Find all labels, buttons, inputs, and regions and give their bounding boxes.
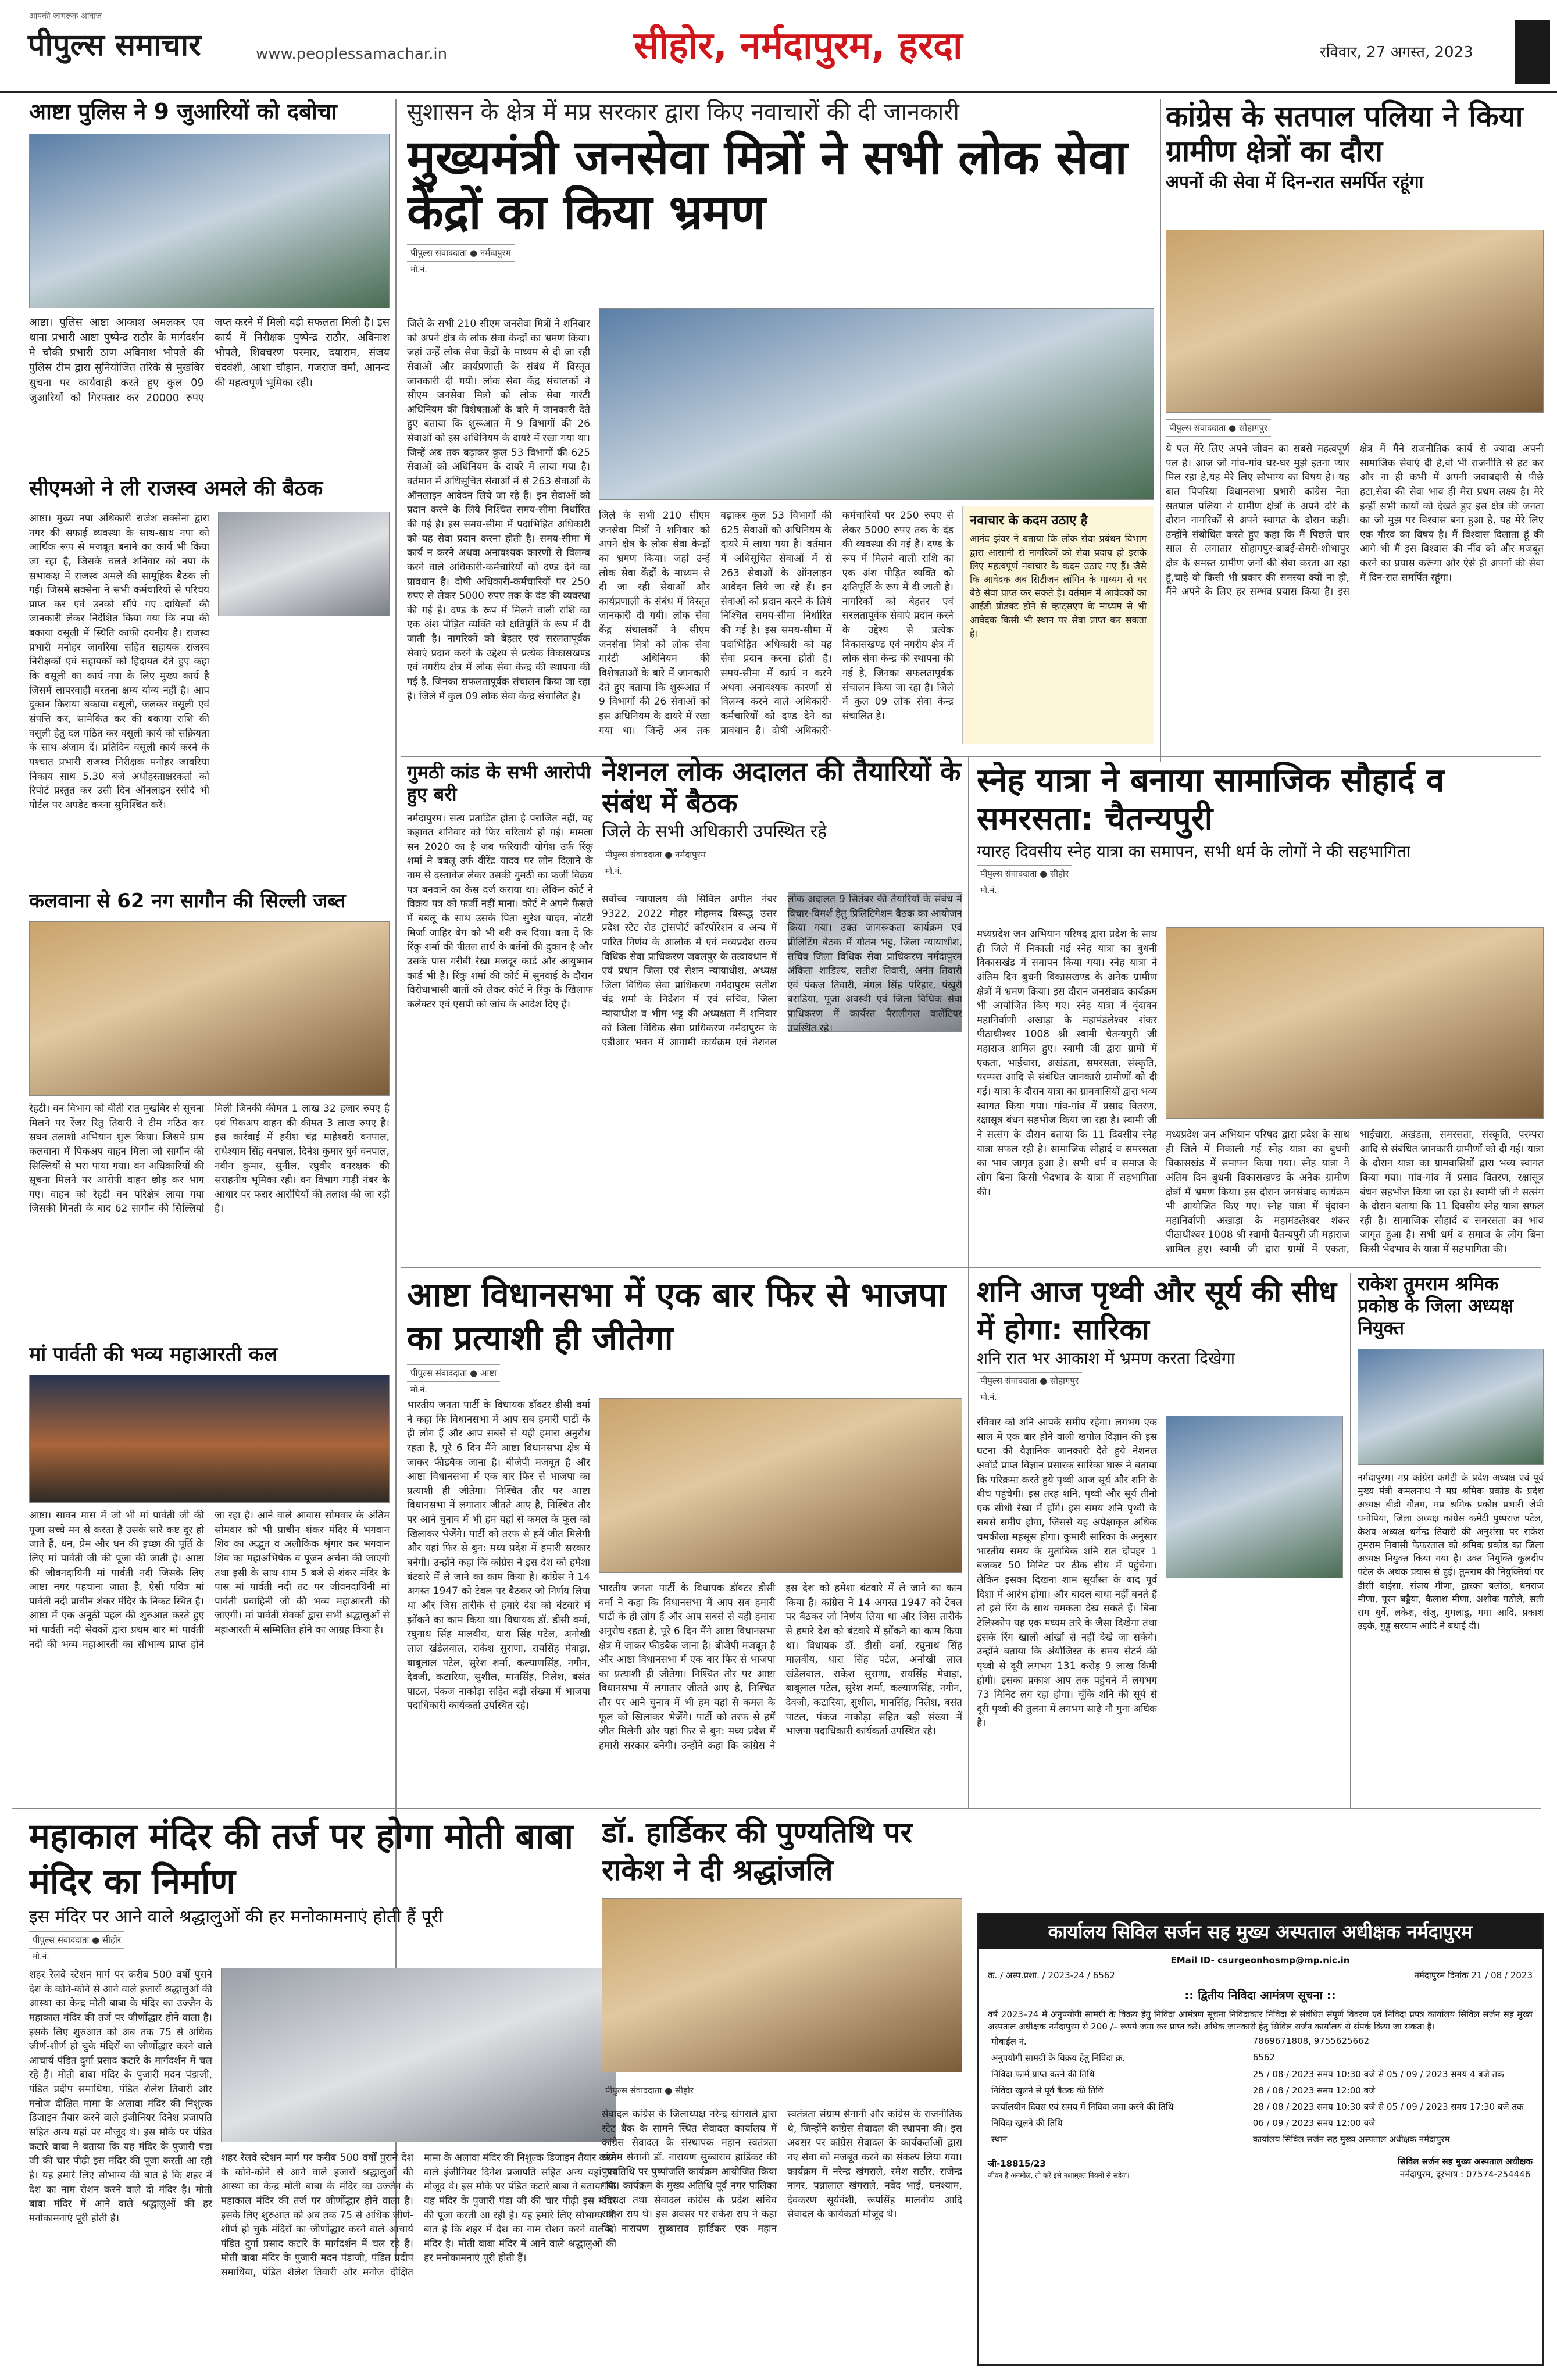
article-moti-baba-mandir: [29, 1814, 616, 2366]
notice-row: [988, 2082, 1533, 2099]
column-rule: [1350, 1273, 1351, 1808]
photo-jansewa-mitras: [599, 308, 1154, 500]
headline: महाकाल मंदिर की तर्ज पर होगा मोती बाबा मंदिर का निर्माण: [29, 1816, 574, 1902]
notice-row-value: 28 / 08 / 2023 समय 12:00 बजे: [1252, 2085, 1376, 2096]
headline: स्नेह यात्रा ने बनाया सामाजिक सौहार्द व समरसता: चैतन्यपुरी: [977, 762, 1445, 838]
headline: कांग्रेस के सतपाल पलिया ने किया ग्रामीण क्षेत्रों का दौरा: [1166, 99, 1523, 168]
notice-row: [988, 2115, 1533, 2131]
article-body-col1: जिले के सभी 210 सीएम जनसेवा मित्रों ने शनिवार को अपने क्षेत्र के लोक सेवा केन्द्रों का भ्रमण किया। जहां उन्हें लोक सेवा केंद्रों के माध्यम से दी जा रही सेवाओं और कार्यप्रणाली के संबंध में विस्तृत जानकारी दी गयी। लोक सेवा केंद्र संचालकों ने सीएम जनसेवा मित्रो को लोक सेवा गारंटी अधिनियम की विशेषताओं के बारे में जानकारी देते हुए बताया कि शुरूआत में 9 विभागों की 26 सेवाओं को इस अधिनियम के दायरे में रखा गया था। जिन्हें अब तक बढ़ाकर कुल 53 विभागों की 625 सेवाओं को अधिनियम के दायरे में लाया गया है। वर्तमान में अधिसूचित सेवाओं में से 263 सेवाओं के ऑनलाइन आवेदन लिये जा रहे हैं। इन सेवाओं को प्रदान करने के लिये निश्चित समय-सीमा निर्धारित की गई है। इस समय-सीमा में पदाभिहित अधिकारी को यह सेवा प्रदान करना होती है। समय-सीमा में कार्य न करने अथवा अनावश्यक कारणों से विलम्ब करने वाले अधिकारी-कर्मचारियों को दण्ड देने का प्रावधान है। दोषी अधिकारी-कर्मचारियों पर 250 रुपए से लेकर 5000 रुपए तक के दंड की व्यवस्था की गई है। दण्ड के रूप में मिलने वाली राशि का एक अंश पीड़ित व्यक्ति को क्षतिपूर्ति के रूप में दी जाती है। नागरिकों को बेहतर एवं सरलतापूर्वक सेवाएं प्रदान करने के उद्देश्य से प्रत्येक विकासखण्ड एवं नगरीय क्षेत्र में लोक सेवा केन्द्र की स्थापना की गई है, जिनका सफलतापूर्वक संचालन किया जा रहा है। जिले में कुल 09 लोक सेवा केन्द्र संचालित है।: [407, 318, 590, 702]
article-body: भारतीय जनता पार्टी के विधायक डॉक्टर डीसी वर्मा ने कहा कि विधानसभा में आप सब हमारी पार्टी के ही लोग हैं और आप सबसे से यही हमारा अनुरोध रहता है, पूरे 6 दिन मैंने आष्टा विधानसभा क्षेत्र में जाकर फीडबैक जाना है। बीजेपी मजबूत है और आष्टा विधानसभा में एक बार फिर से भाजपा का प्रत्याशी ही जीतेगा। निश्चित तौर पर आष्टा विधानसभा में लगातार जीतते आए है, निश्चित तौर पर आने चुनाव में भी हम यहां से कमल के फूल को खिलाकर भेजेंगे। पार्टी को तरफ से हमें जीत मिलेगी और यहां फिर से बुन: मध्य प्रदेश में हमारी सरकार बनेगी। उन्होंने कहा कि कांग्रेस ने इस देश को हमेशा बंटवारे में ले जाने का काम किया है। कांग्रेस ने 14 अगस्त 1947 को टेबल पर बैठकर जो निर्णय लिया था और जिस तारीके से हमारे देश को बंटवारे में झोंकने का काम किया था। विधायक डॉ. डीसी वर्मा, रघुनाथ सिंह मालवीय, धारा सिंह पटेल, अनोखी लाल खंडेलवाल, राकेश सुराणा, रायसिंह मेवाड़ा, बाबूलाल पटेल, सुरेश शर्मा, कल्याणसिंह, नगीन, देवजी, कटारिया, सुशील, मानसिंह, निलेश, बसंत पाटल, पंकज नाकोड़ा सहित बड़ी संख्या में भाजपा पदाधिकारी कार्यकर्ता उपस्थित रहे।: [407, 1399, 590, 1712]
article-ashta-police: [29, 99, 390, 471]
headline: गुमठी कांड के सभी आरोपी हुए बरी: [407, 762, 591, 805]
byline: पीपुल्स संवाददाता ● नर्मदापुरम: [407, 244, 515, 262]
article-rakesh-tumram: [1358, 1273, 1544, 1802]
headline: शनि आज पृथ्वी और सूर्य की सीध में होगा: सारिका: [977, 1275, 1337, 1346]
headline: कलवाना से 62 नग सागौन की सिल्ली जब्त: [29, 889, 346, 913]
notice-row-value: 28 / 08 / 2023 समय 10:30 बजे से 05 / 09 / 2023 समय 17:30 बजे तक: [1252, 2102, 1524, 2112]
notice-footer: जीवन है अनमोल, तो करें इसे नशामुक्त नियमों से सहेज़।: [988, 2171, 1130, 2180]
notice-row-label: मोबाईल नं.: [991, 2036, 1027, 2047]
photo-satsang: [1166, 927, 1544, 1119]
byline: पीपुल्स संवाददाता ● नर्मदापुरम: [602, 846, 709, 863]
notice-row-value: 6562: [1252, 2052, 1275, 2063]
photo-police-gamblers: [29, 134, 390, 308]
article-body: आष्टा। पुलिस आष्टा आकाश अमलकर एव थाना प्रभारी आष्टा पुष्पेन्द्र राठौर के मार्गदर्शन मे चौकी प्रभारी ठाण अविनाश भोपले की पुलिस टीम द्वारा सुनियोजित तरिके से मुखबिर सुचना पर कार्यवाही करते हुए कुल 09 जुआरियों को गिरफ्तार कर 20000 रुपए जप्त करने में मिली बड़ी सफलता मिली है। इस कार्य में निरीक्षक पुष्पेन्द्र राठौर, अविनाश भोपले, शिवचरण परमार, दयाराम, संजय चंदवंशी, आशा चौहान, गजराज वर्मा, आनन्द की महत्वपूर्ण भूमिका रही।: [29, 316, 390, 405]
deck: इस मंदिर पर आने वाले श्रद्धालुओं की हर मनोकामनाएं होती हैं पूरी: [29, 1907, 443, 1927]
article-body: रविवार को शनि आपके समीप रहेगा। लगभग एक साल में एक बार होने वाली खगोल विज्ञान की इस घटना की वैज्ञानिक जानकारी देते हुये नेशनल अवॉर्ड प्राप्त विज्ञान प्रसारक सारिका घारू ने बताया कि परिक्रमा करते हुये पृथ्वी आज सूर्य और शनि के बीच पहुंचेगी। इस तरह शनि, पृथ्वी और सूर्य तीनो एक सीधी रेखा में होंगे। इस समय शनि पृथ्वी के सबसे समीप होगा, जिससे यह अपेक्षाकृत अधिक चमकीला महसूस होगा। कुमारी सारिका के अनुसार भारतीय समय के मुताबिक शनि रात दोपहर 1 बजकर 50 मिनिट पर ठीक सीध में पहुंचेगा। लेकिन इसका दिखना शाम सूर्यास्त के बाद पूर्व दिशा में आरंभ होगा। और बादल बाधा नहीं बनते हैं तो इसे रिंग के साथ चमकता देख सकते हैं। बिना टेलिस्कोप यह एक मध्यम तारे के जैसा दिखेगा तथा इसके रिंग खाली आंखों से नहीं देखे जा सकेंगे। उन्होंने बताया कि अंयोजिस्त के समय सेटर्न की पृथ्वी से दूरी लगभग 131 करोड़ 9 लाख किमी होगी। इसका प्रकाश आप तक पहुंचने में लगभग 73 मिनिट लग रहा होगा। चूंकि शनि की सूर्य से दूरी पृथ्वी की तुलना में लगभग साढ़े नौ गुना अधिक है।: [977, 1417, 1157, 1729]
byline: पीपुल्स संवाददाता ● सोहागपुर: [977, 1372, 1082, 1389]
article-body-continued: भारतीय जनता पार्टी के विधायक डॉक्टर डीसी वर्मा ने कहा कि विधानसभा में आप सब हमारी पार्टी के ही लोग हैं और आप सबसे से यही हमारा अनुरोध रहता है, पूरे 6 दिन मैंने आष्टा विधानसभा क्षेत्र में जाकर फीडबैक जाना है। बीजेपी मजबूत है और आष्टा विधानसभा में एक बार फिर से भाजपा का प्रत्याशी ही जीतेगा। निश्चित तौर पर आष्टा विधानसभा में लगातार जीतते आए है, निश्चित तौर पर आने चुनाव में भी हम यहां से कमल के फूल को खिलाकर भेजेंगे। पार्टी को तरफ से हमें जीत मिलेगी और यहां फिर से बुन: मध्य प्रदेश में हमारी सरकार बनेगी। उन्होंने कहा कि कांग्रेस ने इस देश को हमेशा बंटवारे में ले जाने का काम किया है। कांग्रेस ने 14 अगस्त 1947 को टेबल पर बैठकर जो निर्णय लिया था और जिस तारीके से हमारे देश को बंटवारे में झोंकने का काम किया था। विधायक डॉ. डीसी वर्मा, रघुनाथ सिंह मालवीय, धारा सिंह पटेल, अनोखी लाल खंडेलवाल, राकेश सुराणा, रायसिंह मेवाड़ा, बाबूलाल पटेल, सुरेश शर्मा, कल्याणसिंह, नगीन, देवजी, कटारिया, सुशील, मानसिंह, निलेश, बसंत पाटल, पंकज नाकोड़ा सहित बड़ी संख्या में भाजपा पदाधिकारी कार्यकर्ता उपस्थित रहे।: [599, 1582, 962, 1752]
article-body: नर्मदापुरम। मप्र कांग्रेस कमेटी के प्रदेश अध्यक्ष एवं पूर्व मुख्य मंत्री कमलनाथ ने मप्र श्रमिक प्रकोष्ठ के प्रदेश अध्यक्ष बीडी गौतम, मप्र श्रमिक प्रकोष्ठ प्रभारी जेपी धनोपिया, जिला अध्यक्ष कांग्रेस कमेटी पुष्पराज पटेल, केशव अध्यक्ष धर्मेन्द्र तिवारी की अनुशंसा पर राकेश तुमराम निवासी फेफरताल को श्रमिक प्रकोष्ठ का जिला अध्यक्ष नियुक्त किया गया है। उक्त नियुक्ति कुलदीप पटेल के अथक प्रयास से हुई। तुमराम की नियुक्तियां पर डीसी बाईसा, संजय मीणा, द्वारका बलोठा, धनराज मीणा, पूरन बड्डैया, कैलाश मीणा, अशोक गठोले, सती राम धुर्वे, लकेश, संजु, गुमलाडू, ममा आदि, प्रकाश उइके, गुड्डू सरयाम आदि ने बधाई दी।: [1358, 1472, 1544, 1632]
article-lok-adalat: [602, 756, 962, 1262]
byline-mobile: मो.नं.: [980, 1392, 997, 1402]
website-url[interactable]: www.peoplessamachar.in: [256, 45, 448, 63]
notice-heading: :: द्वितीय निविदा आमंत्रण सूचना ::: [1184, 1988, 1336, 2002]
article-body: शहर रेलवे स्टेशन मार्ग पर करीब 500 वर्षों पुराने देश के कोने-कोने से आने वाले हजारों श्रद्धालुओं की आस्था का केन्द्र मोती बाबा के मंदिर का उज्जैन के महाकाल मंदिर की तर्ज पर जीर्णोद्धार होने वाला है। इसके लिए शुरुआत को अब तक 75 से अधिक जीर्ण-शीर्ण हो चुके मंदिरों का जीर्णोद्धार करने वाले आचार्य पंडित दुर्गा प्रसाद कटारे के मार्गदर्शन में चल रहे हैं। मोती बाबा मंदिर के पुजारी मदन पंडाजी, पंडित प्रदीप समाधिया, पंडित शैलेश तिवारी और मनोज दीक्षित मामा के अलावा मंदिर की निशुल्क डिजाइन तैयार करने वाले इंजीनियर दिनेश प्रजापति सहित अन्य यहां पर मौजूद थे। इस मौके पर पंडित कटारे बाबा ने बताया कि यह मंदिर के पुजारी पंडा जी की चार पीढ़ी इस मंदिर की पूजा करती आ रही है। यह हमारे लिए सौभाग्य की बात है कि शहर में देश का नाम रोशन करने वाले दो मंदिर है। मोती बाबा मंदिर में आने वाले श्रद्धालुओं की हर मनोकामनाएं पूरी होती हैं।: [29, 1969, 212, 2224]
tender-notice: [977, 1913, 1544, 2366]
newspaper-logo: पीपुल्स समाचार: [28, 27, 201, 63]
notice-row-label: निविदा फार्म प्राप्त करने की तिथि: [991, 2069, 1095, 2079]
byline-mobile: मो.नं.: [33, 1952, 49, 1961]
notice-row-value: 7869671808, 9755625662: [1252, 2036, 1370, 2046]
article-sneh-yatra: [977, 762, 1544, 1262]
photo-temple: [221, 1968, 616, 2142]
article-ashta-bjp: [407, 1273, 962, 1802]
byline-mobile: मो.नं.: [980, 885, 997, 895]
notice-row: [988, 2099, 1533, 2115]
photo-teak-logs: [29, 921, 390, 1096]
section-rule: [12, 1808, 1541, 1809]
article-body: सेवादल कांग्रेस के जिलाध्यक्ष नरेन्द्र खंगराले द्वारा स्टेट बैंक के सामने स्थित सेवादल कार्यालय में कांग्रेस सेवादल के संस्थापक महान स्वतंत्रता संग्राम सेनानी डॉ. नारायण सुब्बाराव हार्डिकर की पुण्यतिथि पर पुष्पांजलि कार्यक्रम आयोजित किया गया। कार्यक्रम के मुख्य अतिथि पूर्व नगर पालिका अध्यक्ष तथा सेवादल कांग्रेस के प्रदेश सचिव राकेश राय थे। इस अवसर पर राकेश राय ने कहा कि नारायण सुब्बाराव हार्डिकर एक महान स्वतंत्रता संग्राम सेनानी और कांग्रेस के राजनीतिक थे, जिन्होंने कांग्रेस सेवादल की स्थापना की। इस अवसर पर कांग्रेस सेवादल के कार्यकर्ताओं द्वारा नए सेवा को मजबूत करने का संकल्प लिया गया। कार्यक्रम में नरेन्द्र खंगराले, रमेश राठौर, राजेन्द्र नागर, पन्नालाल खंगराले, नवेद भाई, घनश्याम, देवकरण सूर्यवंशी, रूपसिंह मालवीय आदि सेवादल के कार्यकर्ता मौजूद थे।: [602, 2109, 962, 2235]
column-rule: [1160, 99, 1161, 762]
notice-office: कार्यालय सिविल सर्जन सह मुख्य अस्पताल अधीक्षक नर्मदापुरम: [979, 1914, 1542, 1949]
headline: राकेश तुमराम श्रमिक प्रकोष्ठ के जिला अध्यक्ष नियुक्त: [1358, 1273, 1513, 1339]
section-rule: [401, 756, 1541, 757]
article-body-continued: शहर रेलवे स्टेशन मार्ग पर करीब 500 वर्षों पुराने देश के कोने-कोने से आने वाले हजारों श्रद्धालुओं की आस्था का केन्द्र मोती बाबा के मंदिर का उज्जैन के महाकाल मंदिर की तर्ज पर जीर्णोद्धार होने वाला है। इसके लिए शुरुआत को अब तक 75 से अधिक जीर्ण-शीर्ण हो चुके मंदिरों का जीर्णोद्धार करने वाले आचार्य पंडित दुर्गा प्रसाद कटारे के मार्गदर्शन में चल रहे हैं। मोती बाबा मंदिर के पुजारी मदन पंडाजी, पंडित प्रदीप समाधिया, पंडित शैलेश तिवारी और मनोज दीक्षित मामा के अलावा मंदिर की निशुल्क डिजाइन तैयार करने वाले इंजीनियर दिनेश प्रजापति सहित अन्य यहां पर मौजूद थे। इस मौके पर पंडित कटारे बाबा ने बताया कि यह मंदिर के पुजारी पंडा जी की चार पीढ़ी इस मंदिर की पूजा करती आ रही है। यह हमारे लिए सौभाग्य की बात है कि शहर में देश का नाम रोशन करने वाले दो मंदिर है। मोती बाबा मंदिर में आने वाले श्रद्धालुओं की हर मनोकामनाएं पूरी होती हैं।: [221, 2152, 616, 2279]
notice-row-label: अनुपयोगी सामग्री के विक्रय हेतु निविदा क्र.: [991, 2053, 1126, 2063]
notice-phone: नर्मदापुरम, दूरभाष : 07574-254446: [1399, 2168, 1531, 2179]
notice-table: [988, 2034, 1533, 2147]
article-satpal-paliya: [1166, 99, 1544, 750]
headline: आष्टा विधानसभा में एक बार फिर से भाजपा का प्रत्याशी ही जीतेगा: [407, 1275, 947, 1359]
article-body-continued: मध्यप्रदेश जन अभियान परिषद द्वारा प्रदेश के साथ ही जिले में निकाली गई स्नेह यात्रा का बुधनी विकासखंड में समापन किया गया। स्नेह यात्रा ने अंतिम दिन बुधनी विकासखण्ड के अनेक ग्रामीण क्षेत्रों में भ्रमण किया। इस दौरान जनसंवाद कार्यक्रम भी आयोजित किए गए। स्नेह यात्रा में वृंदावन महानिर्वाणी अखाड़ा के महामंडलेश्वर शंकर पीठाधीश्वर 1008 श्री स्वामी चैतन्यपुरी जी महाराज शामिल हुए। स्वामी जी द्वारा ग्रामों में एकता, भाईचारा, अखंडता, समरसता, संस्कृति, परम्परा आदि से संबंधित जानकारी ग्रामीणों को दी गई। यात्रा के दौरान यात्रा का ग्रामवासियों द्वारा भव्य स्वागत किया गया। गांव-गांव में प्रसाद वितरण, रक्षासूत्र बंधन सहभोज किया जा रहा है। स्वामी जी ने सत्संग के दौरान बताया कि 11 दिवसीय स्नेह यात्रा सफल रही है। सामाजिक सौहार्द व समरसता का भाव जागृत हुआ है। सभी धर्म व समाज के लोग बिना किसी भेदभाव के यात्रा में सहभागिता की।: [1166, 1129, 1544, 1256]
deck: शनि रात भर आकाश में भ्रमण करता दिखेगा: [977, 1349, 1235, 1368]
byline-mobile: मो.नं.: [605, 866, 622, 876]
article-body: रेहटी। वन विभाग को बीती रात मुखबिर से सूचना मिलने पर रेंजर रितु तिवारी ने टीम गठित कर सघन तलाशी अभियान शुरू किया। जिसमे ग्राम कलवाना में पिकअप वाहन मिला जो सागौन की सिल्लियों से भरा पाया गया। वन अधिकारियों की सूचना मिलने पर आरोपी वाहन छोड़ कर भाग गए। वाहन को रेहटी वन परिक्षेत्र लाया गया जिसकी गिनती के बाद 62 सागौन की सिल्लियां मिली जिनकी कीमत 1 लाख 32 हजार रुपए है एवं पिकअप वाहन की कीमत 3 लाख रुपए है। इस कार्रवाई में हरीश चंद्र माहेश्वरी वनपाल, राधेश्याम सिंह वनपाल, दिनेश कुमार घुर्वे वनपाल, नवीन कुमार, सुनील, रघुवीर वनरक्षक की सराहनीय भूमिका रही। वन विभाग गाड़ी नंबर के आधार पर फरार आरोपियों की तलाश की जा रही है।: [29, 1103, 390, 1215]
section-rule: [401, 1267, 1541, 1268]
logo-tagline: आपकी जागरूक आवाज: [29, 12, 102, 21]
notice-row-value: 06 / 09 / 2023 समय 12:00 बजे: [1252, 2118, 1376, 2128]
notice-row-label: निविदा खुलने से पूर्व बैठक की तिथि: [991, 2085, 1104, 2096]
article-body: सर्वोच्च न्यायालय की सिविल अपील नंबर 9322, 2022 मोहर मोहम्मद विरूद्ध उत्तर प्रदेश स्टेट रोड ट्रांसपोर्ट कॉरपोरेशन व अन्य में पारित निर्णय के आलोक में एवं मध्यप्रदेश राज्य विधिक सेवा प्राधिकरण जबलपुर के तत्वावधान में एवं प्रधान जिला एवं सेशन न्यायाधीश, अध्यक्ष जिला विधिक सेवा प्राधिकरण नर्मदापुरम सतीश चंद्र शर्मा के निर्देशन में एवं सचिव, जिला न्यायाधीश व भीम भट्ट की अध्यक्षता में शनिवार को जिला विधिक सेवा प्राधिकरण नर्मदापुरम के एडीआर भवन में आगामी कार्यक्रम एवं नेशनल लोक अदालत 9 सितंबर की तैयारियों के संबंध में विचार-विमर्श हेतु प्रिलिटिगेशन बैठक का आयोजन किया गया। उक्त जागरूकता कार्यक्रम एवं प्रीलिटिंग बैठक में गौतम भट्ट, जिला न्यायाधीश, सचिव जिला विधिक सेवा प्राधिकरण नर्मदापुरम अंकिता शाडिल्य, सतीश तिवारी, अनंत तिवारी एवं पंकज तिवारी, मंगल सिंह परिहार, पंखुरी बराडिया, पूजा अवस्थी एवं जिला विधिक सेवा प्राधिकरण में कार्यरत पैरालीगल वालेंटियर उपस्थित रहे।: [602, 894, 962, 1049]
callout-title: नवाचार के कदम उठाए है: [970, 513, 1088, 528]
notice-row: [988, 2034, 1533, 2050]
corner-block: [1515, 20, 1550, 84]
kicker: सुशासन के क्षेत्र में मप्र सरकार द्वारा किए नवाचारों की दी जानकारी: [407, 99, 959, 126]
byline: पीपुल्स संवाददाता ● सीहोर: [602, 2082, 697, 2099]
byline: पीपुल्स संवाददाता ● आष्टा: [407, 1364, 500, 1382]
photo-bjp-meeting: [599, 1398, 962, 1573]
edition-title: सीहोर, नर्मदापुरम, हरदा: [634, 24, 963, 67]
photo-meeting-room: [218, 512, 390, 616]
byline: पीपुल्स संवाददाता ● सोहागपुर: [1166, 419, 1271, 437]
callout-box: [962, 506, 1154, 744]
article-parvati-aarti: [29, 1343, 390, 1802]
headline: नेशनल लोक अदालत की तैयारियों के संबंध में बैठक: [602, 756, 961, 819]
notice-row-label: कार्यालयीन दिवस एवं समय में निविदा जमा करने की तिथि: [991, 2102, 1174, 2112]
notice-row-label: निविदा खुलने की तिथि: [991, 2118, 1063, 2128]
photo-tumram: [1358, 1349, 1544, 1465]
notice-row: [988, 2131, 1533, 2147]
deck: जिले के सभी अधिकारी उपस्थित रहे: [602, 821, 827, 842]
lead-article: [407, 99, 1154, 750]
headline: सीएमओ ने ली राजस्व अमले की बैठक: [29, 477, 323, 501]
photo-sarika-saturn: [1166, 1416, 1343, 1578]
notice-row-value: कार्यालय सिविल सर्जन सह मुख्य अस्पताल अधीक्षक नर्मदापुरम: [1252, 2134, 1450, 2145]
article-gumthi-case: [407, 762, 593, 1262]
notice-ref: क्र. / अस्प.प्रशा. / 2023-24 / 6562: [988, 1970, 1115, 1981]
article-body: आष्टा। मुख्य नपा अधिकारी राजेश सक्सेना द्वारा नगर की सफाई व्यवस्था के साथ-साथ नपा को आर्थिक रूप से मजबूत बनाने का कार्य भी किया जा रहा है, जिसके चलते शनिवार को नपा के सभाकक्ष में राजस्व अमले की सामूहिक बैठक ली गई। जिसमें सक्सेना ने सभी कर्मचारियों से परिचय प्राप्त कर एवं उनको सौंपे गए दायित्वों की जानकारी लेकर निर्देशित किया गया कि नपा की बकाया वसूली में स्थिति काफी दयनीय है। राजस्व प्रभारी मनोहर जावरिया सहित सहायक राजस्व निरीक्षकों एवं सहायकों को हिदायत देते हुए कहा कि वसूली का कार्य नपा के लिए मुख्य कार्य है जिसमें लापरवाही बरतना क्षम्य योग्य नहीं है। आप दुकान किराया बकाया वसूली, जलकर वसूली एवं संपत्ति कर, सामेकित कर की बकाया राशि की वसूली हेतु दल गठित कर वसूली कार्य को सक्रियता के साथ अंजाम दें। प्रतिदिन वसूली कार्य करने के पश्चात प्रभारी राजस्व निरीक्षक मनोहर जावरिया निकाय साथ 5.30 बजे अधोहस्ताक्षरकर्ता को रिपोर्ट प्रस्तुत कर उसी दिन ऑनलाइन रसीदे भी पोर्टल पर अपडेट करना सुनिश्चित करें।: [29, 513, 209, 811]
article-teak-seizure: [29, 889, 390, 1337]
notice-email[interactable]: EMail ID- csurgeonhosmp@mp.nic.in: [1170, 1955, 1350, 1966]
notice-signatory: सिविल सर्जन सह मुख्य अस्पताल अधीक्षक: [1398, 2156, 1533, 2167]
byline: पीपुल्स संवाददाता ● सीहोर: [29, 1931, 124, 1949]
notice-code: जी-18815/23: [988, 2159, 1046, 2170]
byline: पीपुल्स संवाददाता ● सीहोर: [977, 865, 1072, 882]
notice-row-value: 25 / 08 / 2023 समय 10:30 बजे से 05 / 09 / 2023 समय 4 बजे तक: [1252, 2069, 1504, 2079]
article-body: ये पल मेरे लिए अपने जीवन का सबसे महत्वपूर्ण पल है। आज जो गांव-गांव घर-घर मुझे इतना प्यार मिल रहा है,यह मेरे लिए सौभाग्य का विषय है। यह बात पिपरिया विधानसभा प्रभारी कांग्रेस नेता सतपाल पलिया ने ग्रामीण क्षेत्रों के अपने दौरे के दौरान नागरिकों से अपने स्वागत के दौरान कही। उन्होंने संबोधित करते हुए कहा कि मैं पिछले चार साल से लगातार सोहागपुर-बाबई-सेमरी-शोभापुर क्षेत्र के समस्त ग्रामीण जनों की सेवा करता आ रहा हूं,चाहे वो किसी भी प्रकार की समस्या क्यों ना हो, मैंने अपने के लिए हर सम्भव प्रयास किया है। इस क्षेत्र में मैंने राजनीतिक कार्य से ज्यादा अपनी सामाजिक सेवाएं दी है,वो भी राजनीति से हट कर और ना ही कभी मैं अपनी जवाबदारी से पीछे हटा,सेवा की सेवा भाव ही मेरा प्रथम लक्ष्य है। मेरे इन्हीं सभी कार्यों को देखते हुए इस क्षेत्र की जनता का जो मुझ पर विश्वास बना हुआ है, यह मेरे लिए एक गौरव का विषय है। मैं विश्वास दिलाता हूं की आगे भी मैं इस विश्वास की नींव को और मजबूत करने का प्रयास करूंगा और ऐसे ही अपनों की सेवा में दिन-रात समर्पित रहूंगा।: [1166, 443, 1544, 598]
callout-body: आनंद झंवर ने बताया कि लोक सेवा प्रबंधन विभाग द्वारा आसानी से नागरिकों को सेवा प्रदाय हो इसके लिए महत्वपूर्ण नवाचार के कदम उठाए गए हैं। जैसे कि आवेदक अब सिटीजन लॉगिन के माध्यम से घर बैठे सेवा प्राप्त कर सकते है। वर्तमान में आवेदकों का आईडी प्रोडक्ट होने से व्हाट्सएप के माध्यम से भी आवेदक किसी भी स्थान पर सेवा प्राप्त कर सकता है।: [970, 533, 1147, 639]
notice-row: [988, 2050, 1533, 2066]
photo-village-visit: [1166, 230, 1544, 413]
headline: डॉ. हार्डिकर की पुण्यतिथि पर राकेश ने दी श्रद्धांजलि: [602, 1816, 913, 1887]
notice-row: [988, 2066, 1533, 2082]
headline: मां पार्वती की भव्य महाआरती कल: [29, 1343, 277, 1366]
masthead: [0, 0, 1557, 93]
deck: अपनों की सेवा में दिन-रात समर्पित रहूंगा: [1166, 172, 1424, 192]
byline-mobile: मो.नं.: [410, 265, 427, 274]
photo-river-aarti: [29, 1375, 390, 1503]
photo-tribute: [602, 1898, 962, 2072]
article-shani-alignment: [977, 1273, 1343, 1802]
notice-ref-date: नर्मदापुरम दिनांक 21 / 08 / 2023: [1414, 1970, 1533, 1981]
article-body: मध्यप्रदेश जन अभियान परिषद द्वारा प्रदेश के साथ ही जिले में निकाली गई स्नेह यात्रा का बुधनी विकासखंड में समापन किया गया। स्नेह यात्रा ने अंतिम दिन बुधनी विकासखण्ड के अनेक ग्रामीण क्षेत्रों में भ्रमण किया। इस दौरान जनसंवाद कार्यक्रम भी आयोजित किए गए। स्नेह यात्रा में वृंदावन महानिर्वाणी अखाड़ा के महामंडलेश्वर शंकर पीठाधीश्वर 1008 श्री स्वामी चैतन्यपुरी जी महाराज शामिल हुए। स्वामी जी द्वारा ग्रामों में एकता, भाईचारा, अखंडता, समरसता, संस्कृति, परम्परा आदि से संबंधित जानकारी ग्रामीणों को दी गई। यात्रा के दौरान यात्रा का ग्रामवासियों द्वारा भव्य स्वागत किया गया। गांव-गांव में प्रसाद वितरण, रक्षासूत्र बंधन सहभोज किया जा रहा है। स्वामी जी ने सत्संग के दौरान बताया कि 11 दिवसीय स्नेह यात्रा सफल रही है। सामाजिक सौहार्द व समरसता का भाव जागृत हुआ है। सभी धर्म व समाज के लोग बिना किसी भेदभाव के यात्रा में सहभागिता की।: [977, 928, 1157, 1198]
article-hardikar-tribute: [602, 1814, 962, 2366]
notice-row-label: स्थान: [991, 2134, 1008, 2145]
date-line: रविवार, 27 अगस्त, 2023: [1320, 44, 1473, 61]
headline: आष्टा पुलिस ने 9 जुआरियों को दबोचा: [29, 99, 337, 124]
byline-mobile: मो.नं.: [410, 1385, 427, 1395]
lead-headline: मुख्यमंत्री जनसेवा मित्रों ने सभी लोक सेवा केंद्रों का किया भ्रमण: [407, 130, 1127, 241]
notice-intro: वर्ष 2023–24 में अनुपयोगी सामग्री के विक्रय हेतु निविदा आमंत्रण सूचना निविदाकार निविदा से संबंधित संपूर्ण विवरण एवं निविदा प्रपत्र कार्यालय सिविल सर्जन सह मुख्य अस्पताल अधीक्षक नर्मदापुरम से 200 /– रूपये जमा कर प्राप्त करें। अधिक जानकारी हेतु सिविल सर्जन कार्यालय से संपर्क किया जा सकता है।: [988, 2009, 1533, 2032]
article-body: आष्टा। सावन मास में जो भी मां पार्वती जी की पूजा सच्चे मन से करता है उसके सारे कष्ट दूर हो जाते हैं, धन, प्रेम और धन की इच्छा की पूर्ति के लिए मां पार्वती जी की पूजा की जाती है। आष्टा की जीवनदायिनी मां पार्वती नदी जिसके लिए आष्टा नगर पहचाना जाता है, ऐसी पवित्र मां पार्वती नदी प्राचीन शंकर मंदिर के निकट स्थित है। आष्टा में एक अनूठी पहल की शुरुआत करते हुए मां पार्वती नदी सेवकों द्वारा प्रथम बार मां पार्वती नदी की भव्य महाआरती का सौभाग्य प्राप्त होने जा रहा है। आने वाले आवास सोमवार के अंतिम सोमवार को भी प्राचीन शंकर मंदिर में भगवान शिव का अद्भुत व अलौकिक श्रृंगार कर भगवान शिव का महाअभिषेक व पूजन अर्चना की जाएगी तथा इसी के साथ शाम 5 बजे से शंकर मंदिर के पास मां पार्वती नदी तट पर जीवनदायिनी मां पार्वती प्रवाहिनी जी की भव्य महाआरती की जाएगी। मां पार्वती सेवकों द्वारा सभी श्रद्धालुओं से महाआरती में सम्मिलित होने का आग्रह किया है।: [29, 1510, 390, 1650]
article-cmo-meeting: [29, 477, 390, 878]
article-body: नर्मदापुरम। सत्य प्रताड़ित होता है पराजित नहीं, यह कहावत शनिवार को फिर चरितार्थ हो गई। मामला सन 2020 का है जब फरियादी योगेश उर्फ रिंकु शर्मा ने बबलू उर्फ वीरेंद्र यादव पर लोन दिलाने के नाम से दस्तावेज लेकर उसकी गुमठी का फर्जी विक्रय पत्र बनवाने का केस दर्ज कराया था। लेकिन कोर्ट ने विक्रय पत्र को फर्जी नहीं माना। कोर्ट ने अपने फैसले में बबलू के साथ उसके पिता सुरेश यादव, नोटरी मिर्जा जाहिर बेग को भी बरी कर दिया। बता दें कि रिंकु शर्मा की पीतल तार्थ के बर्तनों की दुकान है और उसके पास गरीबी रेखा मजदूर कार्ड और आयुष्मान कार्ड भी है। रिंकु शर्मा की कोर्ट में सुनवाई के दौरान विरोधाभासी बातों को लेकर कोर्ट ने रिंकु के खिलाफ कलेक्टर एवं एसपी को जांच के आदेश दिए हैं।: [407, 812, 593, 1010]
column-rule: [968, 756, 969, 1808]
article-body-continued: जिले के सभी 210 सीएम जनसेवा मित्रों ने शनिवार को अपने क्षेत्र के लोक सेवा केन्द्रों का भ्रमण किया। जहां उन्हें लोक सेवा केंद्रों के माध्यम से दी जा रही सेवाओं और कार्यप्रणाली के संबंध में विस्तृत जानकारी दी गयी। लोक सेवा केंद्र संचालकों ने सीएम जनसेवा मित्रो को लोक सेवा गारंटी अधिनियम की विशेषताओं के बारे में जानकारी देते हुए बताया कि शुरूआत में 9 विभागों की 26 सेवाओं को इस अधिनियम के दायरे में रखा गया था। जिन्हें अब तक बढ़ाकर कुल 53 विभागों की 625 सेवाओं को अधिनियम के दायरे में लाया गया है। वर्तमान में अधिसूचित सेवाओं में से 263 सेवाओं के ऑनलाइन आवेदन लिये जा रहे हैं। इन सेवाओं को प्रदान करने के लिये निश्चित समय-सीमा निर्धारित की गई है। इस समय-सीमा में पदाभिहित अधिकारी को यह सेवा प्रदान करना होती है। समय-सीमा में कार्य न करने अथवा अनावश्यक कारणों से विलम्ब करने वाले अधिकारी-कर्मचारियों को दण्ड देने का प्रावधान है। दोषी अधिकारी-कर्मचारियों पर 250 रुपए से लेकर 5000 रुपए तक के दंड की व्यवस्था की गई है। दण्ड के रूप में मिलने वाली राशि का एक अंश पीड़ित व्यक्ति को क्षतिपूर्ति के रूप में दी जाती है। नागरिकों को बेहतर एवं सरलतापूर्वक सेवाएं प्रदान करने के उद्देश्य से प्रत्येक विकासखण्ड एवं नगरीय क्षेत्र में लोक सेवा केन्द्र की स्थापना की गई है, जिनका सफलतापूर्वक संचालन किया जा रहा है। जिले में कुल 09 लोक सेवा केन्द्र संचालित है।: [599, 510, 954, 737]
deck: ग्यारह दिवसीय स्नेह यात्रा का समापन, सभी धर्म के लोगों ने की सहभागिता: [977, 842, 1410, 862]
